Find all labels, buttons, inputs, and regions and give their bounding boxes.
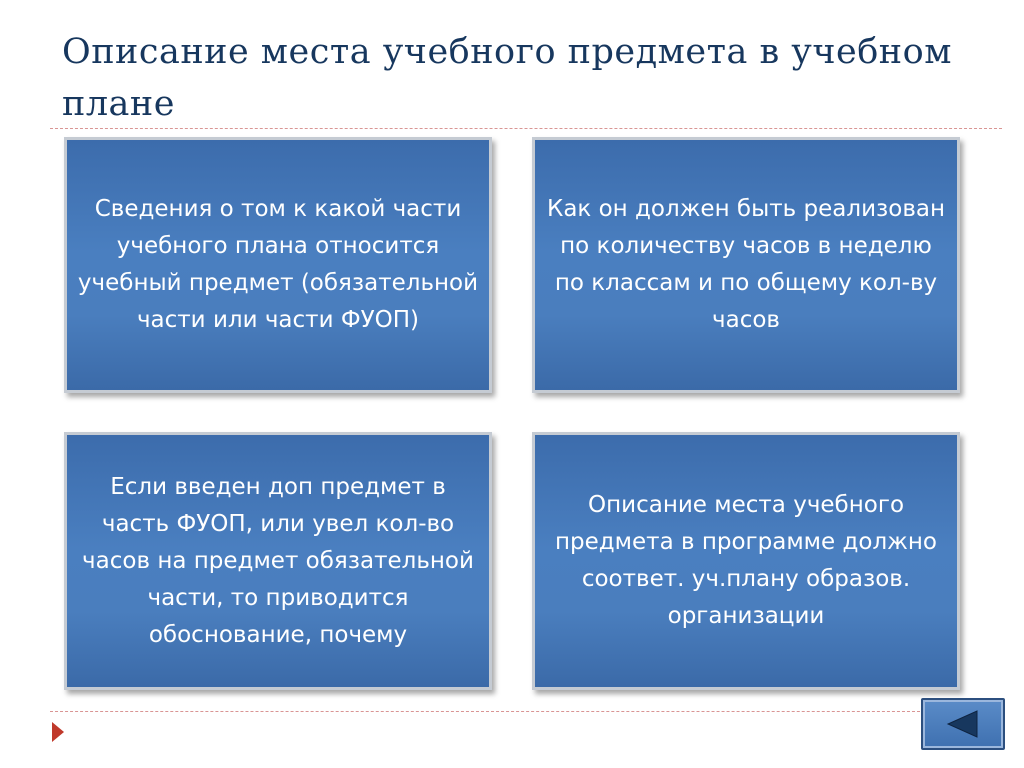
info-box-text: Как он должен быть реализован по количеству часов в неделю по классам и по общему кол-ву часов: [546, 196, 946, 333]
info-box-text: Если введен доп предмет в часть ФУОП, или увел кол-во часов на предмет обязательной части, то приводится обоснование, почему: [82, 473, 474, 648]
info-box-text: Сведения о том к какой части учебного плана относится учебный предмет (обязательной части или части ФУОП): [77, 196, 479, 333]
info-box-program-conformity: [532, 432, 960, 690]
info-box-justification: [64, 432, 492, 690]
back-arrow-icon: [943, 708, 983, 740]
back-button[interactable]: [921, 698, 1005, 750]
info-box-text: Описание места учебного предмета в программе должно соответ. уч.плану образов. организации: [554, 492, 937, 629]
bullet-arrow-icon: [52, 722, 64, 742]
bottom-divider: [50, 711, 920, 712]
slide-title: Описание места учебного предмета в учебном плане: [62, 32, 952, 124]
info-box-curriculum-part: [64, 137, 492, 393]
info-box-hours: [532, 137, 960, 393]
top-divider: [50, 128, 1002, 129]
